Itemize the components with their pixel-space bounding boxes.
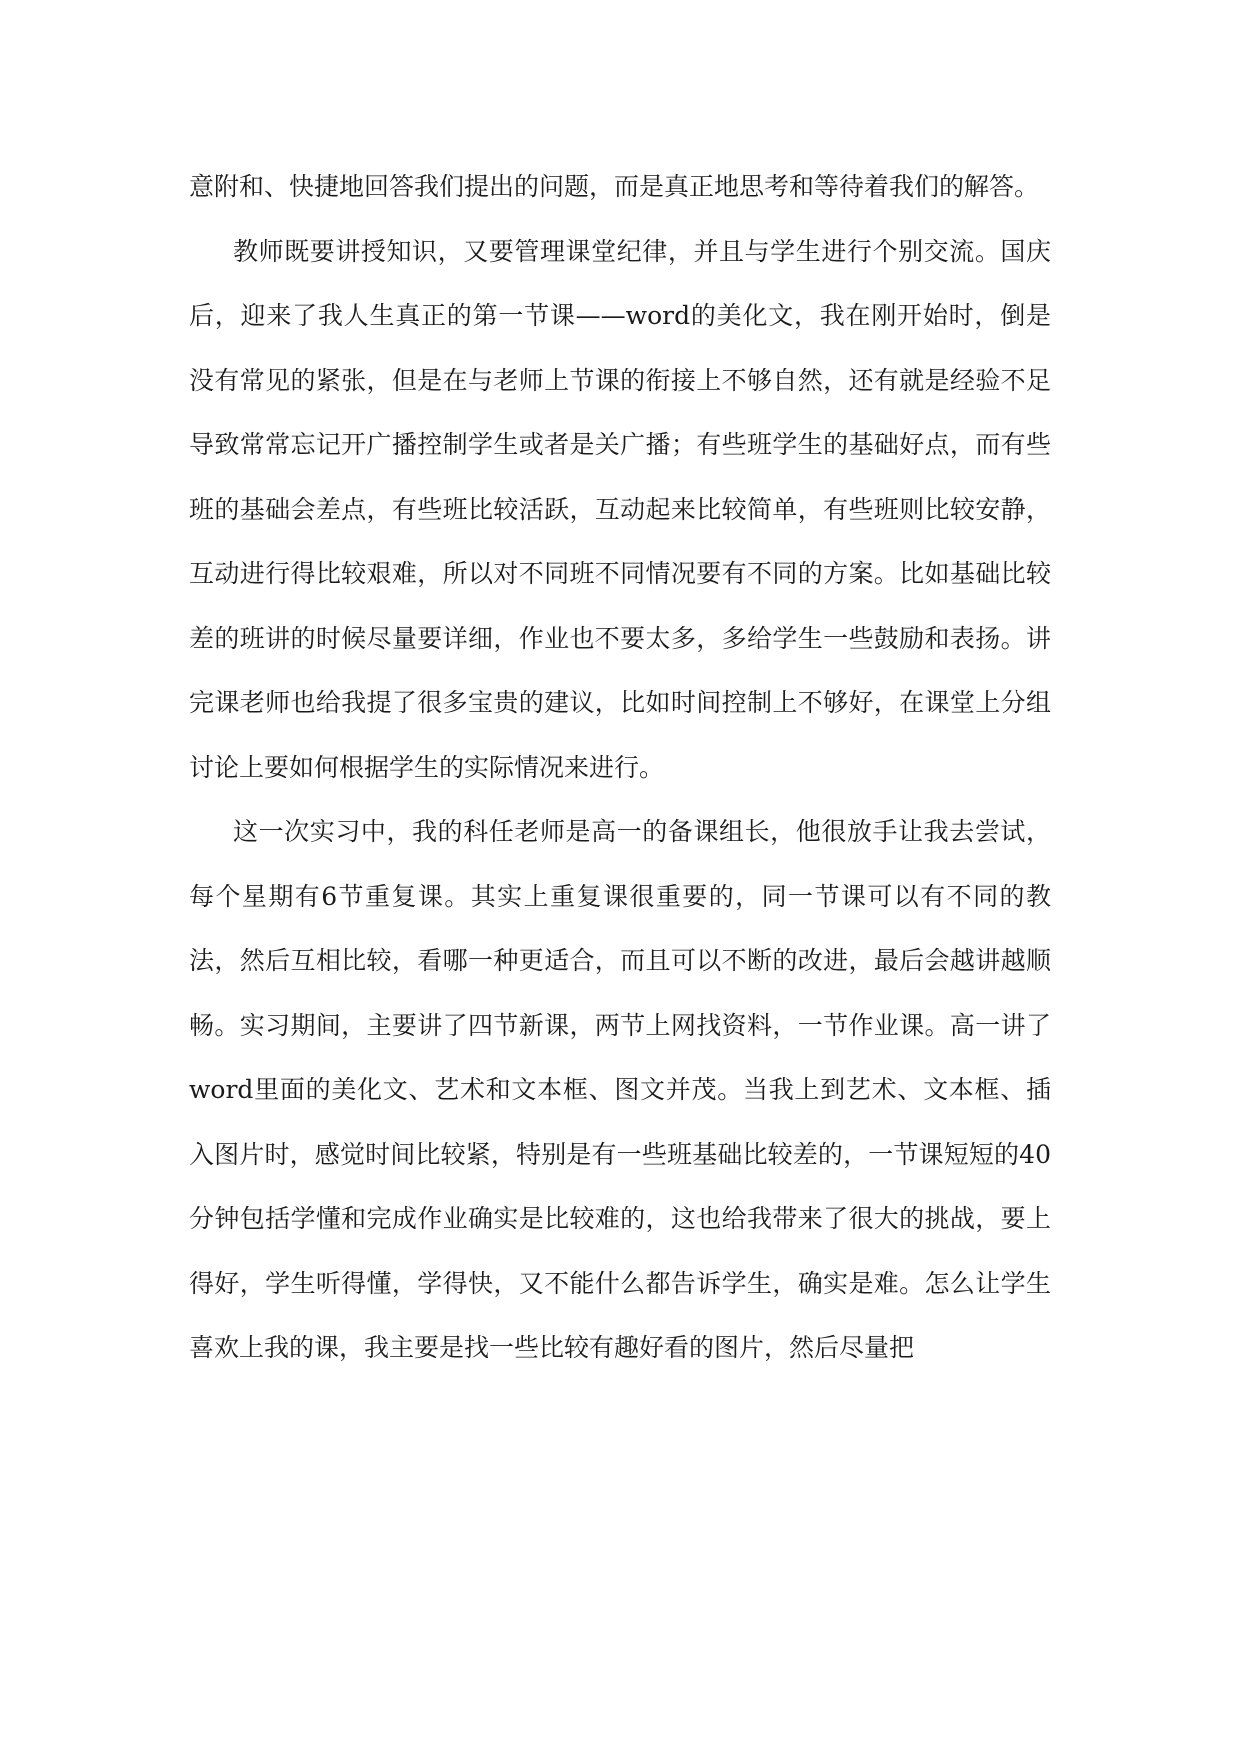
paragraph-first-class: 教师既要讲授知识，又要管理课堂纪律，并且与学生进行个别交流。国庆后，迎来了我人生真正的第一节课——word的美化文，我在刚开始时，倒是没有常见的紧张，但是在与老师上节课的衔接上不够自然，还有就是经验不足导致常常忘记开广播控制学生或者是关广播；有些班学生的基础好点，而有些班的基础会差点，有些班比较活跃，互动起来比较简单，有些班则比较安静，互动进行得比较艰难，所以对不同班不同情况要有不同的方案。比如基础比较差的班讲的时候尽量要详细，作业也不要太多，多给学生一些鼓励和表扬。讲完课老师也给我提了很多宝贵的建议，比如时间控制上不够好，在课堂上分组讨论上要如何根据学生的实际情况来进行。 (189, 236, 1051, 782)
paragraph-continuation: 意附和、快捷地回答我们提出的问题，而是真正地思考和等待着我们的解答。 (189, 172, 1040, 201)
paragraph-internship: 这一次实习中，我的科任老师是高一的备课组长，他很放手让我去尝试，每个星期有6节重复课。其实上重复课很重要的，同一节课可以有不同的教法，然后互相比较，看哪一种更适合，而且可以不断的改进，最后会越讲越顺畅。实习期间，主要讲了四节新课，两节上网找资料，一节作业课。高一讲了word里面的美化文、艺术和文本框、图文并茂。当我上到艺术、文本框、插入图片时，感觉时间比较紧，特别是有一些班基础比较差的，一节课短短的40分钟包括学懂和完成作业确实是比较难的，这也给我带来了很大的挑战，要上得好，学生听得懂，学得快，又不能什么都告诉学生，确实是难。怎么让学生喜欢上我的课，我主要是找一些比较有趣好看的图片，然后尽量把 (189, 817, 1051, 1362)
document-body (189, 155, 1051, 1381)
